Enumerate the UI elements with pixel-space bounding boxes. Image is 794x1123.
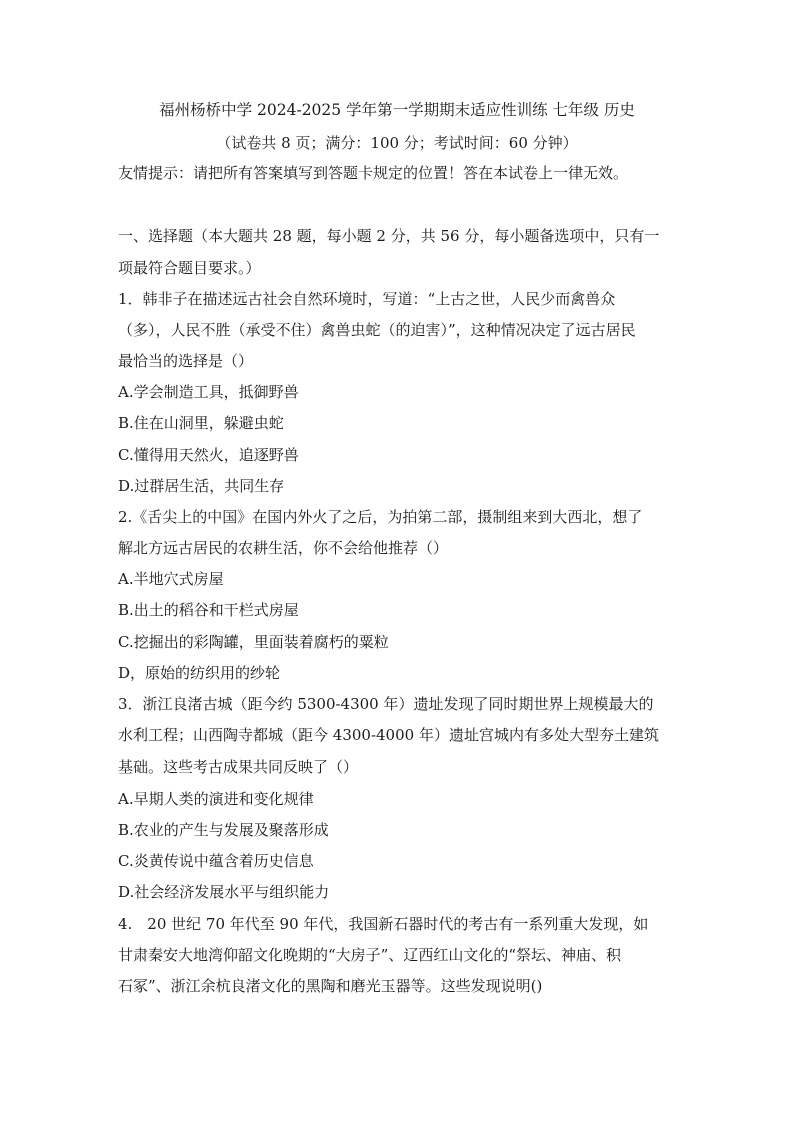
question-1-stem-line: （多），人民不胜（承受不住）禽兽虫蛇（的迫害）”，这种情况决定了远古居民 <box>118 321 636 339</box>
question-4-stem-line: 石冢”、浙江余杭良渚文化的黑陶和磨光玉器等。这些发现说明() <box>118 977 543 995</box>
question-4-stem-line: 甘肃秦安大地湾仰韶文化晚期的“大房子”、辽西红山文化的“祭坛、神庙、积 <box>118 946 622 964</box>
question-1-option-d: D.过群居生活，共同生存 <box>118 477 285 495</box>
exam-subtitle: （试卷共 8 页；满分：100 分；考试时间：60 分钟） <box>216 134 578 152</box>
section-heading-line: 项最符合题目要求。） <box>118 259 261 277</box>
question-3-stem-line: 水利工程；山西陶寺都城（距今 4300-4000 年）遗址宫城内有多处大型夯土建筑 <box>118 726 659 744</box>
question-1-option-b: B.住在山洞里，躲避虫蛇 <box>118 414 284 432</box>
question-3-option-b: B.农业的产生与发展及聚落形成 <box>118 821 329 839</box>
question-1-option-a: A.学会制造工具，抵御野兽 <box>118 383 299 401</box>
question-1-stem-line: 1．韩非子在描述远古社会自然环境时，写道：“上古之世，人民少而禽兽众 <box>118 290 616 308</box>
question-1-option-c: C.懂得用天然火，追逐野兽 <box>118 446 299 464</box>
question-3-stem-line: 基础。这些考古成果共同反映了（） <box>118 758 359 776</box>
question-3-option-c: C.炎黄传说中蕴含着历史信息 <box>118 852 314 870</box>
question-2-stem-line: 解北方远古居民的农耕生活，你不会给他推荐（） <box>118 539 449 557</box>
question-3-option-a: A.早期人类的演进和变化规律 <box>118 790 314 808</box>
exam-title: 福州杨桥中学 2024-2025 学年第一学期期末适应性训练 七年级 历史 <box>159 101 635 119</box>
question-2-option-d: D，原始的纺织用的纱轮 <box>118 664 281 682</box>
question-3-option-d: D.社会经济发展水平与组织能力 <box>118 883 330 901</box>
question-3-stem-line: 3．浙江良渚古城（距今约 5300-4300 年）遗址发现了同时期世界上规模最大的 <box>118 695 654 713</box>
question-2-option-b: B.出土的稻谷和干栏式房屋 <box>118 601 299 619</box>
question-2-stem-line: 2.《舌尖上的中国》在国内外火了之后，为拍第二部，摄制组来到大西北，想了 <box>118 508 643 526</box>
question-4-stem-line: 4. 20 世纪 70 年代至 90 年代，我国新石器时代的考古有一系列重大发现，如 <box>118 915 649 933</box>
exam-notice: 友情提示：请把所有答案填写到答题卡规定的位置！答在本试卷上一律无效。 <box>118 164 629 182</box>
question-2-option-c: C.挖掘出的彩陶罐，里面装着腐朽的粟粒 <box>118 633 389 651</box>
question-1-stem-line: 最恰当的选择是（） <box>118 352 254 370</box>
section-heading-line: 一、选择题（本大题共 28 题，每小题 2 分，共 56 分，每小题备选项中，只有一 <box>118 227 660 245</box>
question-2-option-a: A.半地穴式房屋 <box>118 570 224 588</box>
